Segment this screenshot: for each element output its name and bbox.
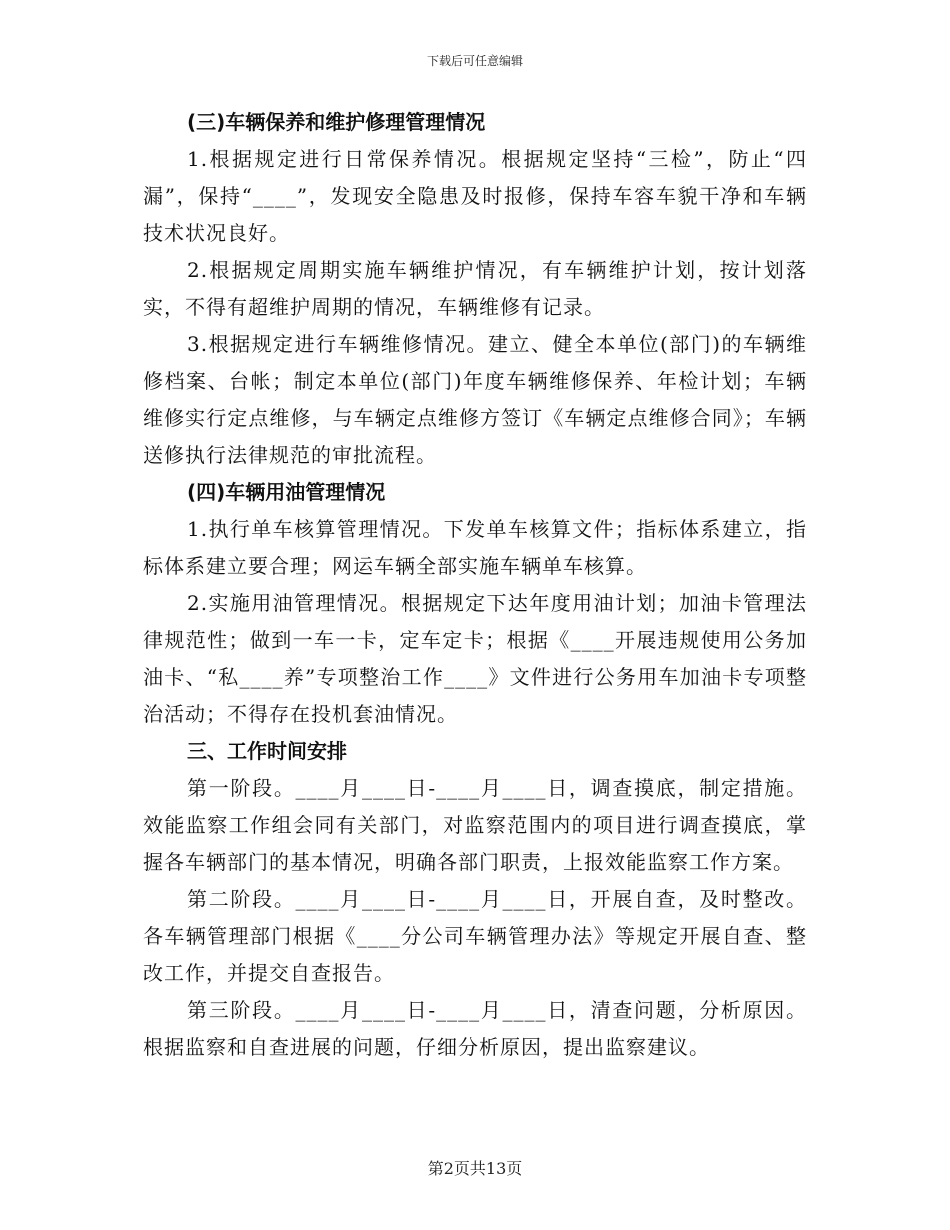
document-body (143, 104, 807, 1066)
page-header: 下载后可任意编辑 (426, 54, 523, 68)
section-heading-fuel-management: (四)车辆用油管理情况 (187, 480, 386, 504)
paragraph-phase-two: 第二阶段。____月____日-____月____日，开展自查，及时整改。各车辆管理部门根据《____分公司车辆管理办法》等规定开展自查、整改工作，并提交自查报告。 (143, 887, 807, 985)
page-number: 第2页共13页 (427, 1159, 523, 1178)
paragraph-vehicle-repair: 3.根据规定进行车辆维修情况。建立、健全本单位(部门)的车辆维修档案、台帐；制定本单位(部门)年度车辆维修保养、年检计划；车辆维修实行定点维修，与车辆定点维修方签订《车辆定点维修合同》；车辆送修执行法律规范的审批流程。 (143, 332, 807, 467)
paragraph-phase-three: 第三阶段。____月____日-____月____日，清查问题，分析原因。根据监察和自查进展的问题，仔细分析原因，提出监察建议。 (143, 998, 807, 1059)
paragraph-periodic-maintenance: 2.根据规定周期实施车辆维护情况，有车辆维护计划，按计划落实，不得有超维护周期的情况，车辆维修有记录。 (143, 258, 807, 319)
paragraph-single-vehicle-accounting: 1.执行单车核算管理情况。下发单车核算文件；指标体系建立，指标体系建立要合理；网运车辆全部实施车辆单车核算。 (143, 517, 807, 578)
section-heading-vehicle-maintenance: (三)车辆保养和维护修理管理情况 (187, 110, 486, 134)
paragraph-fuel-usage: 2.实施用油管理情况。根据规定下达年度用油计划；加油卡管理法律规范性；做到一车一卡，定车定卡；根据《____开展违规使用公务加油卡、“私____养”专项整治工作____》文件进行公务用车加油卡专项整治活动；不得存在投机套油情况。 (143, 591, 807, 726)
paragraph-phase-one: 第一阶段。____月____日-____月____日，调查摸底，制定措施。效能监察工作组会同有关部门，对监察范围内的项目进行调查摸底，掌握各车辆部门的基本情况，明确各部门职责，上报效能监察工作方案。 (143, 776, 807, 874)
paragraph-daily-maintenance: 1.根据规定进行日常保养情况。根据规定坚持“三检”，防止“四漏”，保持“____”，发现安全隐患及时报修，保持车容车貌干净和车辆技术状况良好。 (143, 147, 807, 245)
section-heading-schedule: 三、工作时间安排 (187, 739, 347, 763)
